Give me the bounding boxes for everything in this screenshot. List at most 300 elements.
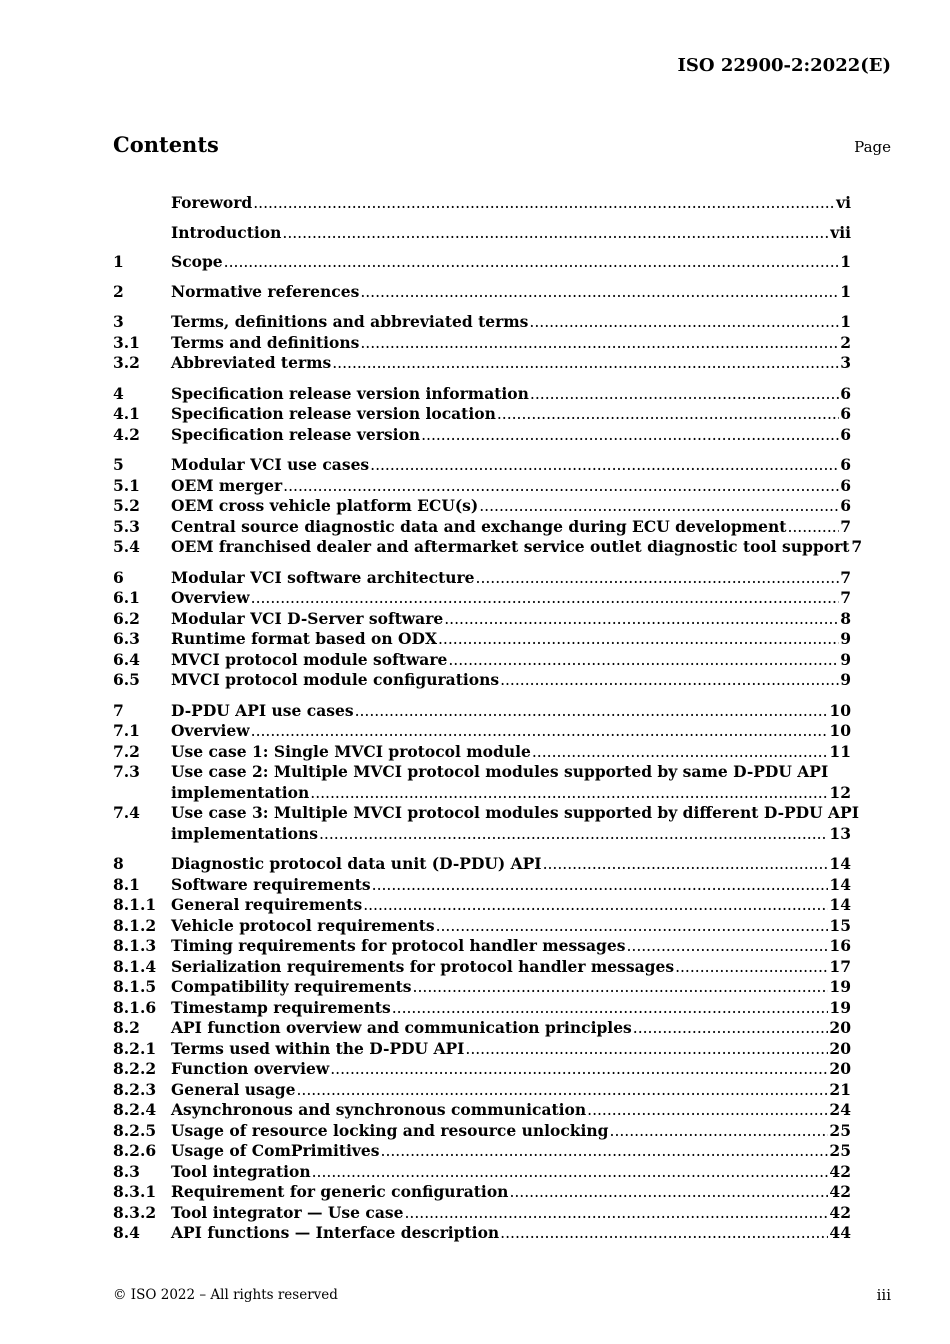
toc-entry-title: Use case 3: Multiple MVCI protocol modules supported by different D-PDU API	[171, 803, 859, 822]
toc-entry-line	[171, 977, 851, 998]
toc-entry-page: 6	[840, 404, 851, 423]
toc-entry-title: Modular VCI use cases	[171, 455, 370, 474]
toc-entry-body	[171, 353, 851, 374]
toc-entry-title: MVCI protocol module software	[171, 649, 448, 669]
toc-entry-body	[171, 609, 851, 630]
toc-entry[interactable]	[113, 537, 863, 558]
toc-entry-line	[171, 609, 851, 630]
toc-entry[interactable]	[113, 1182, 851, 1203]
toc-entry-line	[171, 824, 851, 845]
toc-entry-page: 9	[840, 649, 851, 669]
footer-page-number: iii	[876, 1286, 891, 1304]
toc-entry-body	[171, 312, 851, 333]
toc-entry-title: Tool integration	[171, 1161, 311, 1181]
toc-entry-page: 17	[829, 956, 851, 976]
toc-dot-leader	[296, 1080, 828, 1101]
toc-entry-body	[171, 762, 851, 803]
toc-entry-number: 8.1.1	[113, 895, 157, 914]
toc-entry-title: MVCI protocol module configurations	[171, 670, 500, 689]
toc-entry-body	[171, 425, 851, 446]
toc-entry[interactable]	[113, 629, 851, 650]
toc-entry-line	[171, 252, 851, 273]
toc-entry-page: 21	[829, 1079, 851, 1099]
toc-dot-leader	[421, 425, 839, 446]
toc-entry-title: Serialization requirements for protocol handler messages	[171, 956, 675, 976]
toc-entry-line	[171, 1162, 851, 1183]
toc-entry-line	[171, 517, 851, 538]
toc-entry-line	[171, 282, 851, 303]
toc-entry-page: 12	[829, 782, 851, 802]
toc-entry-number: 8.2.3	[113, 1079, 157, 1099]
toc-entry-body	[171, 1080, 851, 1101]
toc-entry-title: Foreword	[171, 193, 253, 212]
toc-entry[interactable]	[113, 333, 851, 354]
toc-entry[interactable]	[113, 404, 851, 425]
toc-dot-leader	[675, 957, 828, 978]
toc-entry-line	[171, 701, 851, 722]
toc-entry-page: 14	[829, 895, 851, 914]
toc-entry-number: 8.2.2	[113, 1059, 157, 1078]
toc-dot-leader	[438, 629, 839, 650]
toc-entry-page: 16	[829, 936, 851, 955]
toc-entry-body	[171, 721, 851, 742]
toc-entry-body	[171, 517, 851, 538]
toc-entry-title-continuation: implementation	[171, 782, 310, 802]
toc-entry-title: Terms, definitions and abbreviated terms	[171, 312, 529, 331]
toc-entry-page: vi	[836, 193, 851, 212]
toc-entry[interactable]	[113, 476, 851, 497]
toc-entry-title: Compatibility requirements	[171, 977, 412, 996]
toc-entry-title: Runtime format based on ODX	[171, 629, 437, 648]
toc-entry-page: 6	[840, 383, 851, 403]
table-of-contents	[113, 193, 863, 1244]
toc-entry[interactable]	[113, 1141, 851, 1162]
toc-entry-body	[171, 670, 851, 691]
toc-entry-number: 8.2.6	[113, 1141, 157, 1160]
toc-entry-body	[171, 1141, 851, 1162]
toc-entry[interactable]	[113, 762, 851, 803]
toc-entry-page: 14	[829, 854, 851, 873]
toc-entry[interactable]	[113, 977, 851, 998]
toc-dot-leader	[543, 854, 829, 875]
toc-entry-title-line	[171, 803, 859, 824]
toc-entry-page: 10	[829, 700, 851, 720]
toc-entry-page: 24	[829, 1100, 851, 1119]
toc-dot-leader	[251, 721, 829, 742]
toc-entry-number: 7.3	[113, 762, 140, 781]
toc-dot-leader	[479, 496, 839, 517]
toc-entry-line	[171, 1203, 851, 1224]
toc-entry-title: Normative references	[171, 281, 360, 301]
toc-entry-title: OEM merger	[171, 475, 283, 495]
toc-entry-body	[171, 977, 851, 998]
toc-dot-leader	[312, 1162, 829, 1183]
toc-entry-title: Usage of ComPrimitives	[171, 1141, 380, 1160]
toc-entry[interactable]	[113, 193, 851, 214]
toc-dot-leader	[587, 1100, 828, 1121]
toc-entry[interactable]	[113, 936, 851, 957]
toc-dot-leader	[444, 609, 839, 630]
toc-entry-page: 7	[851, 537, 863, 556]
toc-dot-leader	[282, 223, 829, 244]
toc-entry-title: API functions — Interface description	[171, 1223, 500, 1242]
toc-entry-line	[171, 1121, 851, 1142]
toc-entry[interactable]	[113, 998, 851, 1019]
toc-entry-number: 3	[113, 312, 124, 331]
toc-entry-number: 8.1.6	[113, 997, 157, 1017]
toc-entry-title: OEM cross vehicle platform ECU(s)	[171, 496, 479, 515]
toc-dot-leader	[330, 1059, 828, 1080]
footer-copyright: © ISO 2022 – All rights reserved	[113, 1287, 338, 1303]
toc-entry-body	[171, 875, 851, 896]
toc-entry-title: Vehicle protocol requirements	[171, 915, 435, 935]
toc-entry-line	[171, 568, 851, 589]
toc-entry-number: 1	[113, 252, 124, 271]
toc-dot-leader	[413, 977, 829, 998]
toc-entry-line	[171, 333, 851, 354]
toc-dot-leader	[283, 476, 839, 497]
toc-entry-page: 6	[840, 496, 851, 515]
toc-entry-line	[171, 916, 851, 937]
toc-entry-body	[171, 1018, 851, 1039]
toc-dot-leader	[363, 895, 828, 916]
toc-entry-body	[171, 537, 863, 558]
toc-entry-number: 8.2	[113, 1018, 140, 1037]
toc-entry-title: Terms used within the D-PDU API	[171, 1038, 465, 1058]
toc-entry-number: 5	[113, 455, 124, 474]
toc-entry-number: 8.1	[113, 874, 140, 894]
toc-entry-page: 13	[829, 823, 851, 843]
toc-entry-number: 8.1.5	[113, 977, 157, 996]
toc-entry-title: API function overview and communication principles	[171, 1018, 632, 1037]
toc-dot-leader	[497, 404, 839, 425]
toc-entry-title: OEM franchised dealer and aftermarket service outlet diagnostic tool support	[171, 537, 850, 556]
toc-entry-title: Timestamp requirements	[171, 997, 391, 1017]
toc-entry[interactable]	[113, 1100, 851, 1121]
toc-entry-number: 7	[113, 700, 124, 720]
toc-entry-page: 10	[829, 721, 851, 740]
toc-entry-number: 4.1	[113, 404, 140, 423]
toc-entry-line	[171, 1059, 851, 1080]
toc-entry-body	[171, 650, 851, 671]
toc-dot-leader	[436, 916, 829, 937]
toc-entry-page: 42	[829, 1161, 851, 1181]
toc-entry-body	[171, 803, 859, 844]
toc-entry-line	[171, 1039, 851, 1060]
toc-dot-leader	[500, 1223, 828, 1244]
toc-dot-leader	[476, 568, 840, 589]
toc-dot-leader	[633, 1018, 829, 1039]
toc-entry-number: 8.3.1	[113, 1182, 157, 1201]
toc-entry-page: 3	[840, 353, 851, 372]
toc-entry[interactable]	[113, 1121, 851, 1142]
toc-entry[interactable]	[113, 223, 851, 244]
toc-entry[interactable]	[113, 650, 851, 671]
toc-entry-number: 8.2.5	[113, 1120, 157, 1140]
toc-entry-title: Central source diagnostic data and exchange during ECU development	[171, 516, 787, 536]
toc-entry-title: D-PDU API use cases	[171, 700, 354, 720]
standard-designation: ISO 22900-2:2022(E)	[677, 55, 891, 76]
toc-entry[interactable]	[113, 384, 851, 405]
toc-dot-leader	[392, 998, 829, 1019]
toc-dot-leader	[610, 1121, 829, 1142]
toc-entry[interactable]	[113, 353, 851, 374]
toc-entry-line	[171, 404, 851, 425]
toc-entry[interactable]	[113, 803, 859, 844]
toc-entry-number: 6	[113, 567, 124, 587]
toc-entry-number: 6.3	[113, 629, 140, 648]
toc-entry-body	[171, 1182, 851, 1203]
toc-entry-page: 42	[829, 1202, 851, 1222]
toc-entry-title: General usage	[171, 1079, 296, 1099]
toc-entry-body	[171, 333, 851, 354]
toc-entry-line	[171, 742, 851, 763]
toc-entry-line	[171, 1223, 851, 1244]
toc-entry[interactable]	[113, 568, 851, 589]
toc-entry-page: 6	[840, 424, 851, 444]
toc-entry[interactable]	[113, 282, 851, 303]
toc-entry-body	[171, 252, 851, 273]
toc-entry-line	[171, 193, 851, 214]
toc-entry-body	[171, 701, 851, 722]
toc-entry-body	[171, 1059, 851, 1080]
toc-dot-leader	[509, 1182, 828, 1203]
toc-entry-page: 1	[840, 252, 851, 271]
toc-entry-number: 5.2	[113, 496, 140, 515]
toc-dot-leader	[626, 936, 828, 957]
page-column-label: Page	[854, 138, 891, 156]
toc-entry-number: 8.2.4	[113, 1100, 157, 1119]
toc-entry[interactable]	[113, 916, 851, 937]
toc-dot-leader	[370, 455, 839, 476]
toc-entry[interactable]	[113, 1203, 851, 1224]
toc-entry-title: Modular VCI software architecture	[171, 567, 475, 587]
toc-entry-page: 44	[829, 1223, 851, 1242]
toc-dot-leader	[224, 252, 840, 273]
toc-entry-page: 42	[829, 1182, 851, 1201]
toc-dot-leader	[319, 824, 828, 845]
toc-entry-body	[171, 854, 851, 875]
toc-entry[interactable]	[113, 1059, 851, 1080]
toc-entry-number: 7.2	[113, 741, 140, 761]
toc-entry[interactable]	[113, 1039, 851, 1060]
toc-entry-number: 6.4	[113, 649, 140, 669]
toc-entry-line	[171, 1018, 851, 1039]
toc-entry-number: 8	[113, 854, 124, 873]
toc-dot-leader	[310, 783, 828, 804]
toc-dot-leader	[253, 193, 835, 214]
toc-dot-leader	[372, 875, 829, 896]
toc-entry-page: 25	[829, 1141, 851, 1160]
toc-entry-title: Modular VCI D-Server software	[171, 608, 444, 628]
toc-entry-body	[171, 223, 851, 244]
toc-entry-body	[171, 1121, 851, 1142]
toc-dot-leader	[500, 670, 839, 691]
toc-entry[interactable]	[113, 609, 851, 630]
toc-entry-page: 2	[840, 332, 851, 352]
toc-entry[interactable]	[113, 588, 851, 609]
toc-entry-line	[171, 895, 851, 916]
toc-entry-body	[171, 384, 851, 405]
toc-entry-line	[171, 588, 851, 609]
toc-entry-line	[171, 1080, 851, 1101]
toc-dot-leader	[360, 282, 839, 303]
toc-entry-line	[171, 1141, 851, 1162]
toc-entry[interactable]	[113, 957, 851, 978]
toc-entry-page: 6	[840, 455, 851, 474]
toc-entry[interactable]	[113, 701, 851, 722]
toc-entry-line	[171, 670, 851, 691]
toc-entry-page: 14	[829, 874, 851, 894]
toc-entry-number: 8.1.4	[113, 956, 157, 976]
toc-entry-number: 6.2	[113, 608, 140, 628]
toc-entry[interactable]	[113, 1162, 851, 1183]
toc-entry-body	[171, 1162, 851, 1183]
toc-entry-title: Specification release version location	[171, 404, 496, 423]
toc-entry-title: Introduction	[171, 222, 282, 242]
toc-entry-page: 25	[829, 1120, 851, 1140]
toc-entry-line	[171, 854, 851, 875]
toc-dot-leader	[448, 650, 839, 671]
toc-entry-body	[171, 916, 851, 937]
toc-dot-leader	[360, 333, 839, 354]
toc-entry-page: 15	[829, 915, 851, 935]
toc-entry-title: Usage of resource locking and resource unlocking	[171, 1120, 609, 1140]
toc-entry-title: Diagnostic protocol data unit (D-PDU) API	[171, 854, 542, 873]
toc-entry-body	[171, 936, 851, 957]
toc-entry-title: Use case 1: Single MVCI protocol module	[171, 741, 531, 761]
toc-entry-line	[171, 650, 851, 671]
toc-entry-line	[171, 223, 851, 244]
toc-entry-number: 4.2	[113, 424, 140, 444]
toc-entry-page: 20	[829, 1059, 851, 1078]
toc-entry-line	[171, 476, 851, 497]
toc-entry[interactable]	[113, 895, 851, 916]
toc-entry-line	[171, 384, 851, 405]
toc-entry-page: 9	[840, 670, 851, 689]
toc-entry[interactable]	[113, 252, 851, 273]
toc-entry-page: 1	[840, 312, 851, 331]
toc-entry-line	[171, 721, 851, 742]
toc-entry-title: Specification release version information	[171, 383, 529, 403]
toc-entry[interactable]	[113, 670, 851, 691]
toc-entry-body	[171, 476, 851, 497]
toc-entry[interactable]	[113, 496, 851, 517]
toc-entry-number: 6.1	[113, 588, 140, 607]
toc-entry[interactable]	[113, 742, 851, 763]
toc-entry-body	[171, 496, 851, 517]
toc-entry-line	[171, 783, 851, 804]
toc-entry-body	[171, 629, 851, 650]
toc-entry-line	[171, 455, 851, 476]
toc-entry-page: 6	[840, 475, 851, 495]
toc-entry-body	[171, 588, 851, 609]
toc-entry-title: Specification release version	[171, 424, 421, 444]
toc-entry-body	[171, 568, 851, 589]
toc-entry-number: 3.2	[113, 353, 140, 372]
toc-entry-body	[171, 1100, 851, 1121]
toc-entry-page: 7	[840, 516, 851, 536]
contents-heading: Contents	[113, 132, 219, 157]
toc-entry-page: 11	[829, 741, 851, 761]
toc-entry-body	[171, 895, 851, 916]
toc-entry-title: Function overview	[171, 1059, 330, 1078]
toc-entry-title: General requirements	[171, 895, 363, 914]
toc-entry[interactable]	[113, 1018, 851, 1039]
toc-entry-title: Use case 2: Multiple MVCI protocol modules supported by same D-PDU API	[171, 762, 829, 781]
toc-entry-number: 4	[113, 383, 124, 403]
toc-entry-line	[171, 353, 851, 374]
toc-entry-line	[171, 957, 851, 978]
toc-entry-body	[171, 1223, 851, 1244]
toc-entry-line	[171, 1182, 851, 1203]
toc-entry-number: 7.4	[113, 803, 140, 822]
toc-entry[interactable]	[113, 455, 851, 476]
toc-entry-line	[171, 629, 851, 650]
toc-dot-leader	[465, 1039, 828, 1060]
toc-entry-title: Asynchronous and synchronous communication	[171, 1100, 587, 1119]
toc-entry-page: 19	[829, 997, 851, 1017]
toc-entry-line	[171, 496, 851, 517]
toc-dot-leader	[332, 353, 839, 374]
toc-dot-leader	[251, 588, 840, 609]
toc-entry[interactable]	[113, 854, 851, 875]
toc-entry-page: 20	[829, 1018, 851, 1037]
toc-entry-title: Overview	[171, 588, 250, 607]
toc-entry[interactable]	[113, 312, 851, 333]
toc-entry-page: 7	[840, 567, 851, 587]
toc-entry[interactable]	[113, 425, 851, 446]
toc-entry-line	[171, 875, 851, 896]
toc-entry[interactable]	[113, 517, 851, 538]
toc-dot-leader	[529, 312, 839, 333]
toc-entry-title-line	[171, 762, 851, 783]
toc-entry-line	[171, 998, 851, 1019]
toc-dot-leader	[381, 1141, 829, 1162]
toc-entry-page: 20	[829, 1038, 851, 1058]
toc-entry-title: Software requirements	[171, 874, 371, 894]
toc-entry-title: Tool integrator — Use case	[171, 1202, 404, 1222]
toc-entry-line	[171, 537, 863, 558]
toc-entry-title-continuation: implementations	[171, 823, 318, 843]
toc-entry-body	[171, 282, 851, 303]
toc-entry-page: 19	[829, 977, 851, 996]
toc-entry[interactable]	[113, 721, 851, 742]
toc-entry-number: 5.1	[113, 475, 140, 495]
toc-entry-title: Overview	[171, 721, 250, 740]
toc-entry-number: 5.4	[113, 537, 140, 556]
toc-entry-number: 2	[113, 281, 124, 301]
toc-entry-number: 8.3.2	[113, 1202, 157, 1222]
toc-entry-body	[171, 998, 851, 1019]
toc-entry-number: 5.3	[113, 516, 140, 536]
toc-entry[interactable]	[113, 1080, 851, 1101]
toc-entry-number: 8.3	[113, 1161, 140, 1181]
toc-dot-leader	[530, 384, 839, 405]
toc-entry-title: Scope	[171, 252, 223, 271]
toc-entry-number: 7.1	[113, 721, 140, 740]
toc-entry-number: 8.4	[113, 1223, 140, 1242]
toc-entry[interactable]	[113, 1223, 851, 1244]
toc-entry-body	[171, 193, 851, 214]
toc-entry[interactable]	[113, 875, 851, 896]
toc-entry-number: 8.2.1	[113, 1038, 157, 1058]
toc-entry-page: 7	[840, 588, 851, 607]
toc-dot-leader	[404, 1203, 828, 1224]
toc-entry-number: 6.5	[113, 670, 140, 689]
toc-entry-body	[171, 1203, 851, 1224]
toc-entry-line	[171, 425, 851, 446]
